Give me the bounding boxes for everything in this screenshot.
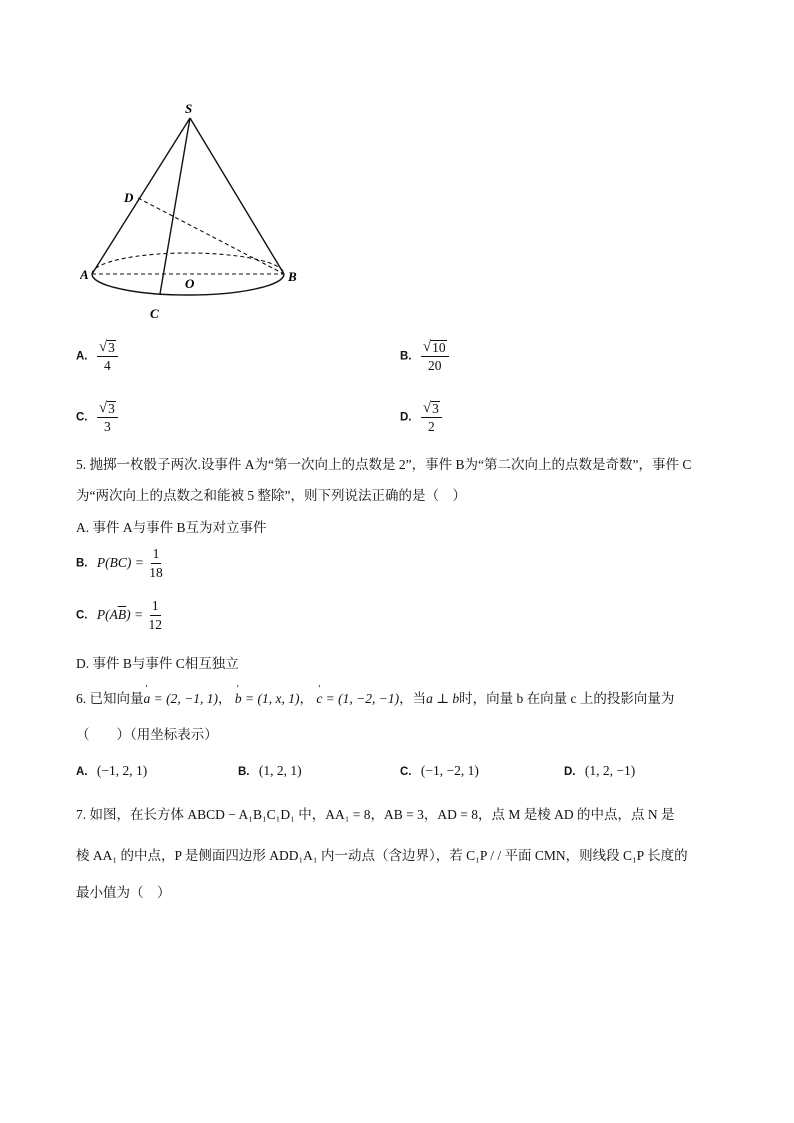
- option-letter: B.: [400, 350, 412, 363]
- option-letter: A.: [76, 766, 88, 778]
- cone-figure: [80, 98, 310, 326]
- fraction: √ 3 3: [97, 400, 118, 435]
- fraction: √ 3 2: [421, 400, 442, 435]
- option-letter: D.: [400, 411, 412, 424]
- vector-a: ' a = (2, −1, 1): [144, 690, 218, 708]
- q6-stem-line1: 6. 已知向量' a = (2, −1, 1)， ' b = (1, x, 1)， ' c = (1, −2, −1)，当a ⊥ b时，向量 b 在向量 c 上的投影向量为: [76, 690, 674, 708]
- label-d: D: [124, 190, 134, 205]
- q5-option-d[interactable]: D. 事件 B与事件 C相互独立: [76, 656, 239, 671]
- q6-option-c[interactable]: [400, 762, 479, 781]
- generator-sa: [92, 118, 190, 274]
- option-value: (1, 2, −1): [584, 763, 636, 778]
- label-a: A: [80, 267, 89, 282]
- option-value: (−1, 2, 1): [96, 763, 148, 778]
- q5-option-a[interactable]: A. 事件 A与事件 B互为对立事件: [76, 520, 267, 535]
- option-letter: C.: [76, 609, 88, 622]
- segment-sc: [160, 118, 190, 294]
- option-letter: B.: [238, 766, 250, 778]
- option-value: (1, 2, 1): [258, 763, 302, 778]
- label-o: O: [185, 276, 195, 291]
- segment-db: [138, 198, 284, 274]
- fraction: √ 3 4: [97, 339, 118, 374]
- fraction: √ 10 20: [421, 339, 449, 374]
- base-ellipse-back: [92, 253, 284, 274]
- generator-sb: [190, 118, 284, 274]
- q6-option-b[interactable]: [238, 762, 302, 781]
- label-s: S: [185, 101, 193, 116]
- option-letter: C.: [400, 766, 412, 778]
- expression: $P(A\overline{B})$ =: [96, 606, 144, 622]
- vector-c: ' c = (1, −2, −1): [316, 690, 399, 708]
- option-value: (−1, −2, 1): [420, 763, 479, 778]
- vector-b: ' b = (1, x, 1): [235, 690, 300, 708]
- q5-option-b[interactable]: [76, 546, 165, 581]
- fraction: $\frac{1}{18}$: [149, 546, 163, 580]
- q7-stem-line1: 7. 如图，在长方体 ABCD − A₁B₁C₁D₁ 中，AA₁ = 8，AB = 3，AD = 8，点 M 是棱 AD 的中点，点 N 是: [76, 807, 675, 822]
- label-b: B: [288, 269, 297, 284]
- q6-option-d[interactable]: [564, 762, 635, 781]
- q4-option-a[interactable]: [76, 339, 118, 374]
- option-letter: B.: [76, 557, 88, 570]
- q5-stem-line2: 为“两次向上的点数之和能被 5 整除”，则下列说法正确的是（ ）: [76, 488, 466, 503]
- expression: P(BC) =: [96, 554, 144, 570]
- q7-stem-line2: 棱 AA₁ 的中点，P 是侧面四边形 ADD₁A₁ 内一动点（含边界），若 C₁P / / 平面 CMN，则线段 C₁P 长度的: [76, 848, 688, 863]
- label-c: C: [150, 306, 159, 321]
- option-letter: A.: [76, 350, 88, 363]
- q5-stem-line1: 5. 抛掷一枚骰子两次.设事件 A为“第一次向上的点数是 2”，事件 B为“第二次向上的点数是奇数”，事件 C: [76, 457, 692, 472]
- perp-condition: a ⊥ b: [426, 691, 460, 706]
- q4-option-d[interactable]: [400, 400, 442, 435]
- q6-stem-line2: （ ）（用坐标表示）: [76, 727, 218, 742]
- q4-option-c[interactable]: [76, 400, 118, 435]
- q7-stem-line3: 最小值为（ ）: [76, 885, 171, 900]
- q4-option-b[interactable]: [400, 339, 449, 374]
- fraction: $\frac{1}{12}$: [148, 598, 162, 632]
- q6-option-a[interactable]: [76, 762, 147, 781]
- q5-option-c[interactable]: [76, 598, 164, 633]
- option-letter: D.: [564, 766, 576, 778]
- option-letter: C.: [76, 411, 88, 424]
